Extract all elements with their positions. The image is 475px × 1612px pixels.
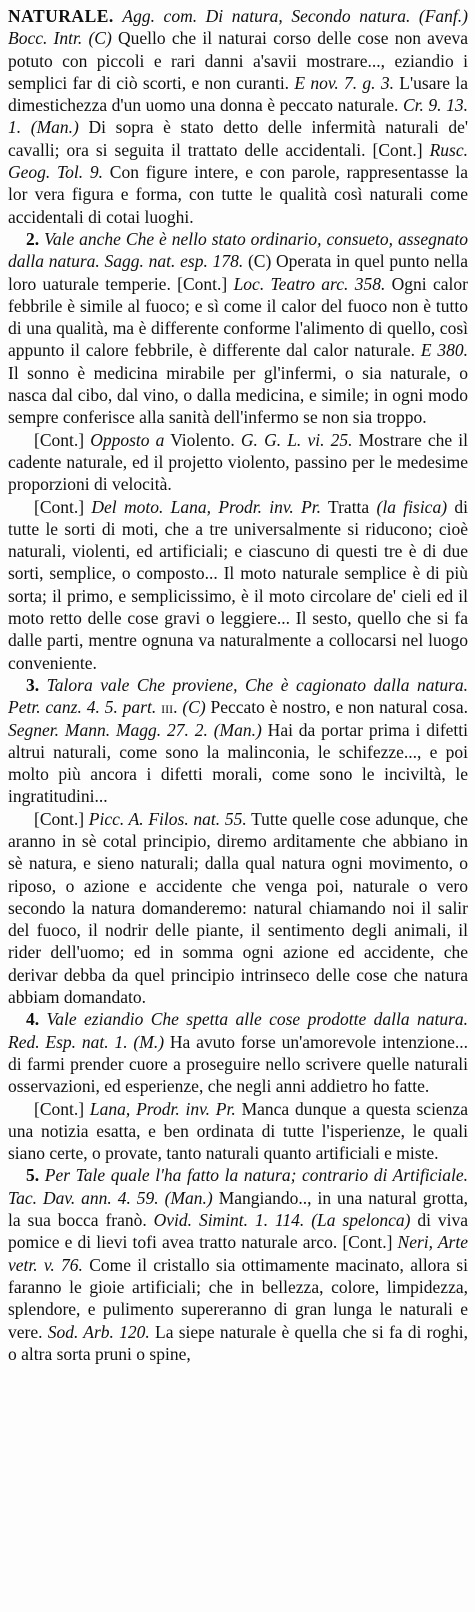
citation-text: Talora vale Che proviene, Che è cagionato dalla natura. Petr. canz. 4. 5. part. xyxy=(8,674,469,718)
body-text: La siepe naturale è quella che si fa di roghi, o altra sorta pruni o spine, xyxy=(8,1321,468,1364)
body-text: Tutte quelle cose adunque, che aranno in sè cotal principio, diremo arditamente che abbiano in sè natura, e sieno naturali; dalla qual natura ogni movimento, o riposo, o azione e accidente che venga poi, naturale o vero secondo la natura domanderemo: natural chiamando noi il salir del fuoco, il nodrir delle piante, il sentimento degli animali, il rider dell'uomo; ed in somma ogni azione ed accidente, che derivar debba da quel principio intrinseco delle cose che natura abbiam domandato. xyxy=(8,808,468,1008)
body-text: [Cont.] xyxy=(34,808,89,829)
entry-paragraph-p8 xyxy=(8,1164,468,1365)
body-text: Tratta xyxy=(321,496,377,517)
body-text: L'usare la dimestichezza d'un uomo una donna è peccato naturale. xyxy=(8,72,468,116)
sense-number: 4. xyxy=(26,1009,40,1030)
citation-text: Loc. Teatro arc. 358. xyxy=(233,273,386,294)
body-text: Violento. xyxy=(164,429,241,450)
citation-text: Opposto a xyxy=(90,429,165,450)
citation-text: (la fisica) xyxy=(376,496,448,517)
citation-text: Segner. Mann. Magg. 27. 2. (Man.) xyxy=(8,719,262,740)
sense-number: 3. xyxy=(26,674,40,695)
body-text: Mangiando.., in una natural grotta, la sua bocca franò. xyxy=(8,1187,468,1231)
roman-numeral: iii. xyxy=(161,697,178,718)
body-text: Di sopra è stato detto delle infermità naturali de' cavalli; ora si seguita il trattato delle accidentali. [Cont.] xyxy=(8,117,469,160)
body-text: [Cont.] xyxy=(34,1098,90,1119)
body-text: Il sonno è medicina mirabile per gl'infermi, o sia naturale, o nasca dal cibo, dal vino, o dalla medicina, e simile; in ogni modo sempre conferisce alla sanità dell'infermo se non sia troppo. xyxy=(8,362,468,428)
sense-number: 2. xyxy=(26,228,40,249)
entry-paragraph-p6 xyxy=(8,1008,468,1097)
citation-text: Sod. Arb. 120. xyxy=(47,1321,150,1342)
body-text: [Cont.] xyxy=(34,429,91,450)
entry-paragraph-p4 xyxy=(8,674,468,808)
entry-paragraph-p7 xyxy=(8,1098,468,1165)
body-text: Con figure intere, e con parole, rappresentasse la lor vera figura e forma, con tutte le qualità così naturali come accidentali di cotai luoghi. xyxy=(8,162,468,227)
body-text: Ogni calor febbrile è simile al fuoco; e sì come il calor del fuoco non è tutto di una qualità, ma è differente conforme l'alimento di quello, così appunto il calore febbrile, è differente dal calor naturale. xyxy=(8,273,468,361)
entry-paragraph-p0 xyxy=(8,5,468,228)
body-text: (C) Operata in quel punto nella loro uaturale temperie. [Cont.] xyxy=(8,251,468,294)
body-text: Hai da portar prima i difetti altrui naturali, come sono la malinconia, le schifezze..., e poi molto più ancora i difetti morali, come sono le inciviltà, le ingratitudini... xyxy=(8,719,469,807)
entry-paragraph-p2 xyxy=(8,429,468,496)
citation-text: Cr. 9. 13. 1. (Man.) xyxy=(8,95,469,138)
dictionary-entry-naturale xyxy=(8,5,468,1365)
body-text: Peccato è nostro, e non natural cosa. xyxy=(205,697,469,718)
citation-text: Picc. A. Filos. nat. 55. xyxy=(88,808,247,829)
citation-text: Rusc. Geog. Tol. 9. xyxy=(8,139,468,183)
sense-number: 5. xyxy=(26,1165,40,1186)
citation-text: (C) xyxy=(88,28,112,49)
entry-paragraph-p3 xyxy=(8,496,468,674)
body-text: di viva pomice e di lievi tofi avea tratto naturale arco. [Cont.] xyxy=(8,1210,468,1253)
citation-text: Neri, Arte vetr. v. 76. xyxy=(8,1232,468,1275)
citation-text: Lana, Prodr. inv. Pr. xyxy=(89,1098,236,1119)
citation-text: Agg. com. Di natura, Secondo natura. (Fanf.) Bocc. Intr. xyxy=(8,6,468,49)
citation-text: Del moto. Lana, Prodr. inv. Pr. xyxy=(91,496,322,517)
body-text: Quello che il naturai corso delle cose non aveva potuto con piccoli e rari danni a'savii mostrare..., eziandio i semplici far di ciò scorti, e non curanti. xyxy=(8,28,468,93)
citation-text: (C) xyxy=(182,697,206,718)
body-text: Ha avuto forse un'amorevole intenzione... di farmi prender cuore a proseguire nello scrivere quelle naturali osservazioni, ed esperienze, che negli anni addietro ho fatte. xyxy=(8,1031,468,1097)
entry-paragraph-p5 xyxy=(8,808,468,1009)
citation-text: Ovid. Simint. 1. 114. (La spelonca) xyxy=(153,1210,411,1231)
citation-text: Vale eziandio Che spetta alle cose prodotte dalla natura. Red. Esp. nat. 1. (M.) xyxy=(8,1009,469,1052)
citation-text: G. G. L. vi. 25. xyxy=(240,429,353,450)
body-text: Mostrare che il cadente naturale, ed il projetto violento, passino per le medesime proporzioni di velocità. xyxy=(8,429,469,495)
headword: NATURALE. xyxy=(8,6,114,26)
citation-text: Vale anche Che è nello stato ordinario, consueto, assegnato dalla natura. Sagg. nat. esp. 178. xyxy=(8,228,468,272)
body-text: di tutte le sorti di moti, che a tre universalmente si riducono; cioè naturali, violenti, ed artificiali; e ciascuno di questi tre è di due sorti, semplice, o composto... Il moto naturale semplice è di più sorta; il primo, e semplicissimo, è il moto circolare de' cieli ed il moto retto delle cose gravi o leggiere... Il sesto, quello che si fa dalle parti, mentre ognuna va naturalmente a collocarsi nel luogo conveniente. xyxy=(8,496,468,673)
citation-text: E nov. 7. g. 3. xyxy=(294,72,394,93)
body-text: Manca dunque a questa scienza una notizia esatta, e ben ordinata di tutte l'isperienze, le quali siano certe, o provate, tanto naturali quanto artificiali e miste. xyxy=(8,1098,468,1164)
entry-paragraph-p1 xyxy=(8,228,468,429)
citation-text: E 380. xyxy=(420,340,468,361)
body-text: Come il cristallo sia ottimamente macinato, allora si faranno le gioie artificiali; che in bellezza, colore, limpidezza, splendore, e pulimento supereranno di gran lunga le naturali e vere. xyxy=(8,1254,468,1342)
body-text xyxy=(39,675,47,695)
body-text: [Cont.] xyxy=(34,496,92,517)
citation-text: Per Tale quale l'ha fatto la natura; contrario di Artificiale. Tac. Dav. ann. 4. 59. (Man.) xyxy=(8,1165,468,1208)
body-text xyxy=(39,1009,46,1029)
